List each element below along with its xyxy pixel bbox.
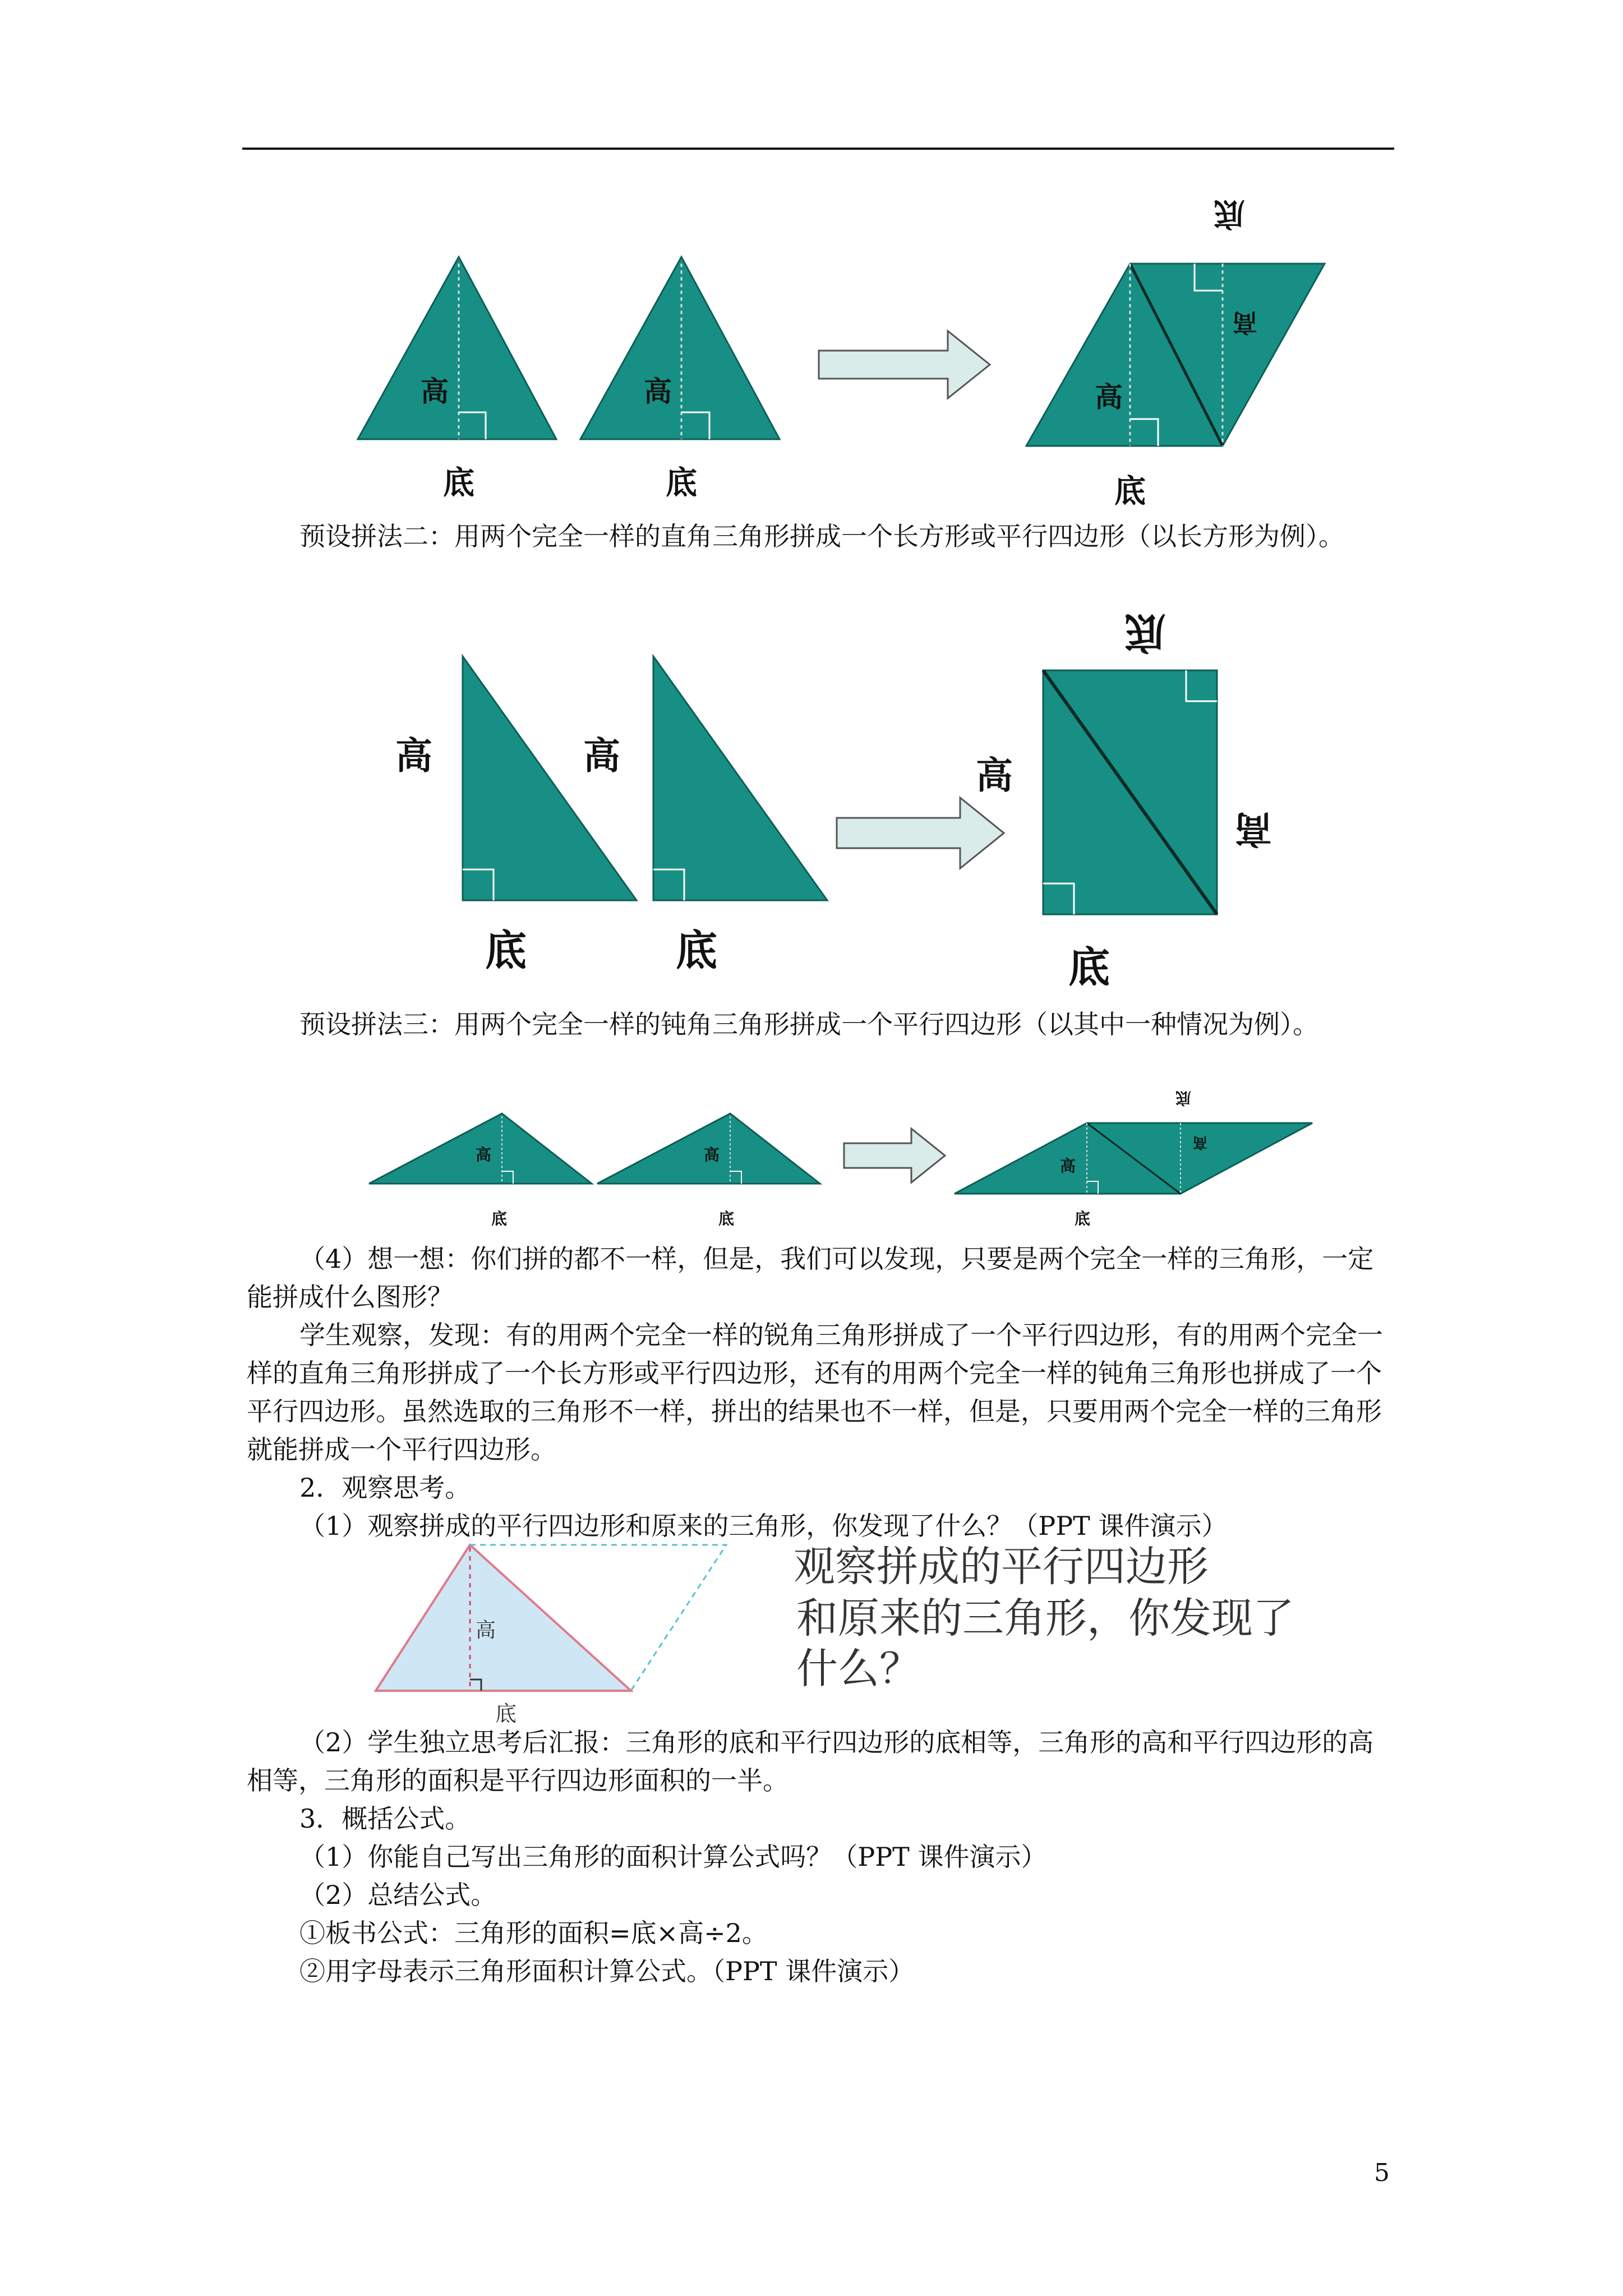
paragraph-section-2: 2．观察思考。 xyxy=(299,1473,471,1503)
acute-base-label-rotated: 底 xyxy=(1214,195,1245,232)
right-height-label-rotated: 高 xyxy=(1235,807,1272,850)
acute-height-label-2: 高 xyxy=(644,375,672,408)
right-height-label-1: 高 xyxy=(395,734,432,777)
figure-ppt-slide xyxy=(370,1536,1380,1727)
paragraph-observe-question: （1）观察拼成的平行四边形和原来的三角形，你发现了什么？（PPT 课件演示） xyxy=(299,1511,1228,1541)
paragraph-method-two: 预设拼法二：用两个完全一样的直角三角形拼成一个长方形或平行四边形（以长方形为例）。 xyxy=(299,521,1344,551)
right-base-label-combined: 底 xyxy=(1068,944,1110,992)
figure-obtuse-triangles xyxy=(365,1077,1329,1234)
paragraph-summary: （2）总结公式。 xyxy=(299,1880,497,1910)
obtuse-base-label-2: 底 xyxy=(718,1209,735,1228)
paragraph-section-3: 3．概括公式。 xyxy=(299,1803,471,1834)
right-base-label-1: 底 xyxy=(485,927,527,975)
paragraph-method-three: 预设拼法三：用两个完全一样的钝角三角形拼成一个平行四边形（以其中一种情况为例）。 xyxy=(299,1009,1318,1039)
header-rule xyxy=(242,148,1394,150)
acute-height-label-1: 高 xyxy=(421,375,449,408)
acute-height-label-rotated: 高 xyxy=(1233,308,1257,337)
right-base-label-2: 底 xyxy=(676,927,717,975)
right-height-label-2: 高 xyxy=(583,734,620,777)
obtuse-height-label-1: 高 xyxy=(476,1145,492,1164)
acute-base-label-1: 底 xyxy=(443,465,474,501)
acute-height-label-combined: 高 xyxy=(1095,381,1123,413)
acute-base-label-2: 底 xyxy=(666,465,697,501)
paragraph-observation: 学生观察，发现：有的用两个完全一样的锐角三角形拼成了一个平行四边形，有的用两个完全一样的直角三角形拼成了一个长方形或平行四边形，还有的用两个完全一样的钝角三角形也拼成了一个平行四边形。虽然选取的三角形不一样，拼出的结果也不一样，但是，只要用两个完全一样的三角形就能拼成一个平行四边形。 xyxy=(247,1320,1383,1465)
obtuse-base-label-combined: 底 xyxy=(1074,1209,1091,1228)
ppt-base-label: 底 xyxy=(495,1701,517,1726)
obtuse-height-label-rotated: 高 xyxy=(1192,1134,1208,1151)
paragraph-think: （4）想一想：你们拼的都不一样，但是，我们可以发现，只要是两个完全一样的三角形，一定能拼成什么图形？ xyxy=(247,1244,1374,1312)
obtuse-base-label-1: 底 xyxy=(491,1209,508,1228)
ppt-caption-line3: 什么？ xyxy=(796,1645,921,1693)
obtuse-base-label-rotated: 底 xyxy=(1175,1089,1192,1107)
obtuse-height-label-2: 高 xyxy=(704,1145,720,1164)
figure-acute-triangles xyxy=(336,191,1391,516)
figure-right-triangles xyxy=(387,595,1312,1004)
paragraph-formula: ①板书公式：三角形的面积=底×高÷2。 xyxy=(299,1918,768,1948)
paragraph-formula-question: （1）你能自己写出三角形的面积计算公式吗？（PPT 课件演示） xyxy=(299,1842,1047,1872)
paragraph-report: （2）学生独立思考后汇报：三角形的底和平行四边形的底相等，三角形的高和平行四边形的高相等，三角形的面积是平行四边形面积的一半。 xyxy=(247,1727,1374,1796)
ppt-height-label: 高 xyxy=(476,1619,496,1642)
ppt-caption-line2: 和原来的三角形，你发现了 xyxy=(796,1594,1294,1642)
right-base-label-rotated: 底 xyxy=(1124,608,1166,656)
paragraph-letter-formula: ②用字母表示三角形面积计算公式。（PPT 课件演示） xyxy=(299,1956,915,1986)
page-number: 5 xyxy=(1374,2159,1390,2187)
obtuse-height-label-combined: 高 xyxy=(1060,1157,1076,1175)
right-height-label-combined: 高 xyxy=(976,754,1013,797)
ppt-caption-line1: 观察拼成的平行四边形 xyxy=(794,1543,1209,1591)
acute-base-label-combined: 底 xyxy=(1114,473,1146,510)
